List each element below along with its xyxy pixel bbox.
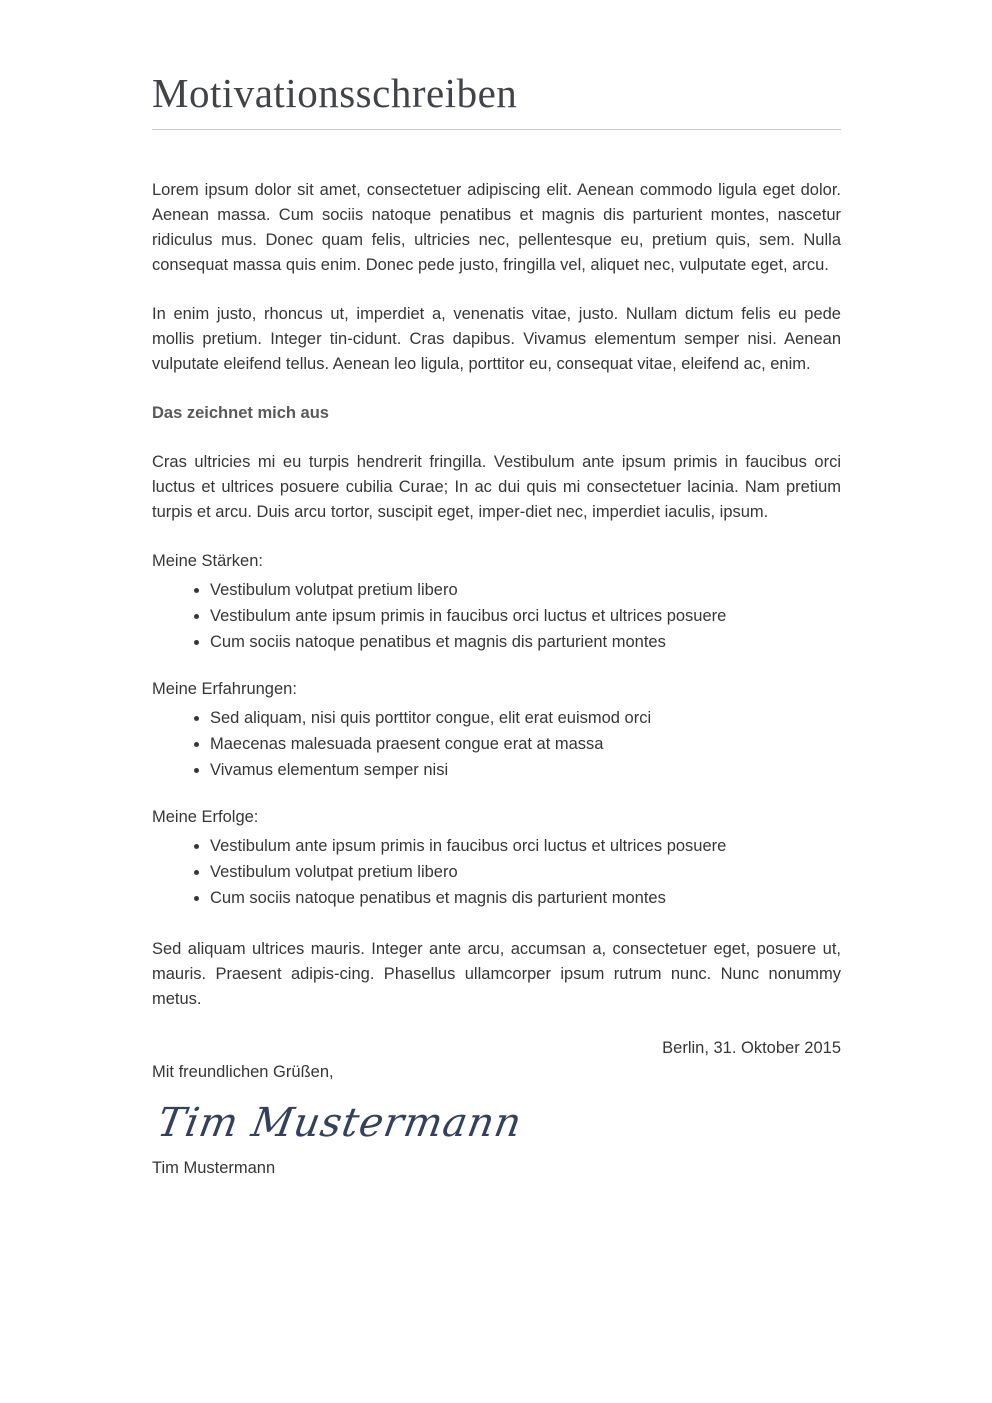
experience-list [152, 705, 841, 783]
strengths-block [152, 549, 841, 655]
list-item: • Vestibulum volutpat pretium libero [210, 577, 841, 603]
date-line: Berlin, 31. Oktober 2015 [662, 1039, 841, 1058]
list-item: • Vestibulum ante ipsum primis in faucibus orci luctus et ultrices posuere [210, 833, 841, 859]
successes-block [152, 805, 841, 911]
signature-script: Tim Mustermann [154, 1100, 526, 1147]
section-paragraph: Cras ultricies mi eu turpis hendrerit fringilla. Vestibulum ante ipsum primis in faucibus orci luctus et ultrices posuere cubilia Curae; In ac dui quis mi consectetuer lacinia. Nam pretium turpis et arcu. Duis arcu tortor, suscipit eget, imper-diet nec, imperdiet iaculis, ipsum. [152, 453, 841, 522]
list-item: • Cum sociis natoque penatibus et magnis dis parturient montes [210, 885, 841, 911]
list-item: • Maecenas malesuada praesent congue erat at massa [210, 731, 841, 757]
list-item: • Vivamus elementum semper nisi [210, 757, 841, 783]
section-heading: Das zeichnet mich aus [152, 404, 329, 423]
strengths-list [152, 577, 841, 655]
list-label-successes: Meine Erfolge: [152, 808, 259, 827]
intro-paragraph-1: Lorem ipsum dolor sit amet, consectetuer adipiscing elit. Aenean commodo ligula eget dolor. Aenean massa. Cum sociis natoque penatibus et magnis dis parturient montes, nascetur ridiculus mus. Donec quam felis, ultricies nec, pellentesque eu, pretium quis, sem. Nulla consequat massa quis enim. Donec pede justo, fringilla vel, aliquet nec, vulputate eget, arcu. [152, 181, 841, 275]
experience-block [152, 677, 841, 783]
successes-list [152, 833, 841, 911]
document-title: Motivationsschreiben [152, 70, 518, 116]
list-item: • Vestibulum volutpat pretium libero [210, 859, 841, 885]
list-item: • Sed aliquam, nisi quis porttitor congue, elit erat euismod orci [210, 705, 841, 731]
intro-paragraph-2: In enim justo, rhoncus ut, imperdiet a, venenatis vitae, justo. Nullam dictum felis eu pede mollis pretium. Integer tin-cidunt. Cras dapibus. Vivamus elementum semper nisi. Aenean vulputate eleifend tellus. Aenean leo ligula, porttitor eu, consequat vitae, eleifend ac, enim. [152, 305, 841, 374]
salutation: Mit freundlichen Grüßen, [152, 1063, 334, 1082]
signature-name: Tim Mustermann [152, 1159, 276, 1178]
title-divider [152, 129, 841, 130]
closing-paragraph: Sed aliquam ultrices mauris. Integer ante arcu, accumsan a, consectetuer eget, posuere ut, mauris. Praesent adipis-cing. Phasellus ullamcorper ipsum rutrum nunc. Nunc nonummy metus. [152, 940, 841, 1009]
list-label-experience: Meine Erfahrungen: [152, 680, 297, 699]
list-item: • Vestibulum ante ipsum primis in faucibus orci luctus et ultrices posuere [210, 603, 841, 629]
list-item: • Cum sociis natoque penatibus et magnis dis parturient montes [210, 629, 841, 655]
list-label-strengths: Meine Stärken: [152, 552, 263, 571]
